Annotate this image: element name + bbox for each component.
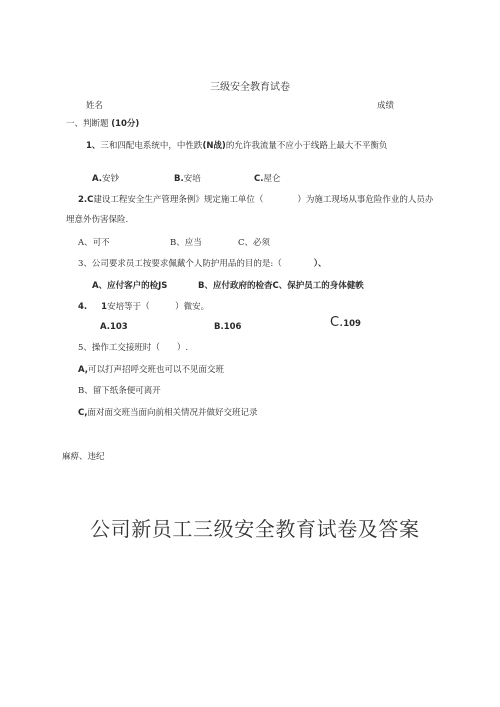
- q1-number: 1、: [86, 141, 101, 151]
- q1-option-c: [254, 174, 280, 184]
- question-2: [78, 195, 433, 205]
- q3-option-a: A、应付客户的检JS: [92, 281, 168, 291]
- q2-line1: 建设工程安全生产管理条例》规定施工单位（ ）为施工现场从事危险作业的人员办: [93, 195, 434, 205]
- q5-option-a: [78, 365, 224, 375]
- q4-option-c-value: 109: [343, 319, 361, 329]
- q4-option-b: B.106: [214, 322, 242, 332]
- question-5: 5、操作工交接班时（ ）.: [78, 343, 189, 353]
- question-3: [78, 259, 327, 269]
- question-1: [86, 141, 387, 151]
- document-title: 公司新员工三级安全教育试卷及答案: [90, 517, 420, 541]
- q1-option-b: [174, 174, 201, 184]
- q1-option-b-key: B.: [174, 174, 184, 184]
- score-label: 成绩: [377, 101, 395, 111]
- q5-option-a-key: A,: [78, 365, 88, 375]
- q2-option-a: A、可不: [78, 238, 110, 248]
- q1-text2: 的允许我流量不应小于线路上最大不平衡负: [225, 141, 388, 151]
- q1-option-c-key: C.: [254, 174, 264, 184]
- q1-option-a-text: 安钞: [101, 174, 119, 184]
- q3-text: 3、公司要求员工按要求佩戴个人防护用品的目的是:（: [78, 259, 282, 269]
- q5-option-c: [78, 408, 257, 418]
- q5-option-c-key: C,: [78, 408, 88, 418]
- q5-option-c-text: 面对面交班当面向前相关情况并做好交班记录: [87, 408, 258, 418]
- q5-option-b: B、留下纸条便可离开: [78, 386, 161, 396]
- q3-close: ）、: [313, 259, 327, 269]
- q1-n-label: (N战): [202, 141, 226, 151]
- q2-line2: 埋意外伤害保险.: [66, 215, 129, 225]
- misc-note: 麻痹、违纪: [62, 452, 105, 462]
- name-label: 姓名: [86, 101, 104, 111]
- section1-label: 一、判断题: [66, 119, 109, 129]
- q2-option-b: B、应当: [170, 238, 202, 248]
- q2-number: 2.C: [78, 195, 94, 205]
- q1-text: 三和四配电系统中，中性跌: [100, 141, 203, 151]
- q1-option-a: [92, 174, 119, 184]
- q4-option-c: [330, 315, 361, 330]
- q1-option-b-text: 安培: [183, 174, 201, 184]
- section1-points: (10分): [111, 119, 140, 129]
- q1-option-c-text: 屋仑: [263, 174, 281, 184]
- q4-option-c-key: C.: [330, 315, 344, 330]
- q1-option-a-key: A.: [92, 174, 102, 184]
- q3-option-b-c: B、应付政府的检杳C、保护员工的身体健帙: [198, 281, 364, 291]
- q4-number: 4.: [78, 302, 88, 312]
- q4-unit-count: 1: [101, 302, 108, 312]
- q4-option-a: A.103: [100, 322, 128, 332]
- exam-title: 三级安全教育试卷: [210, 82, 290, 93]
- q5-option-a-text: 可以打声招呼交班也可以不见面交班: [87, 365, 224, 375]
- q2-option-c: C、必须: [238, 238, 271, 248]
- q4-text: 安培等于（ ）微安。: [107, 302, 210, 312]
- question-4: [78, 302, 209, 312]
- section1-heading: [66, 119, 139, 129]
